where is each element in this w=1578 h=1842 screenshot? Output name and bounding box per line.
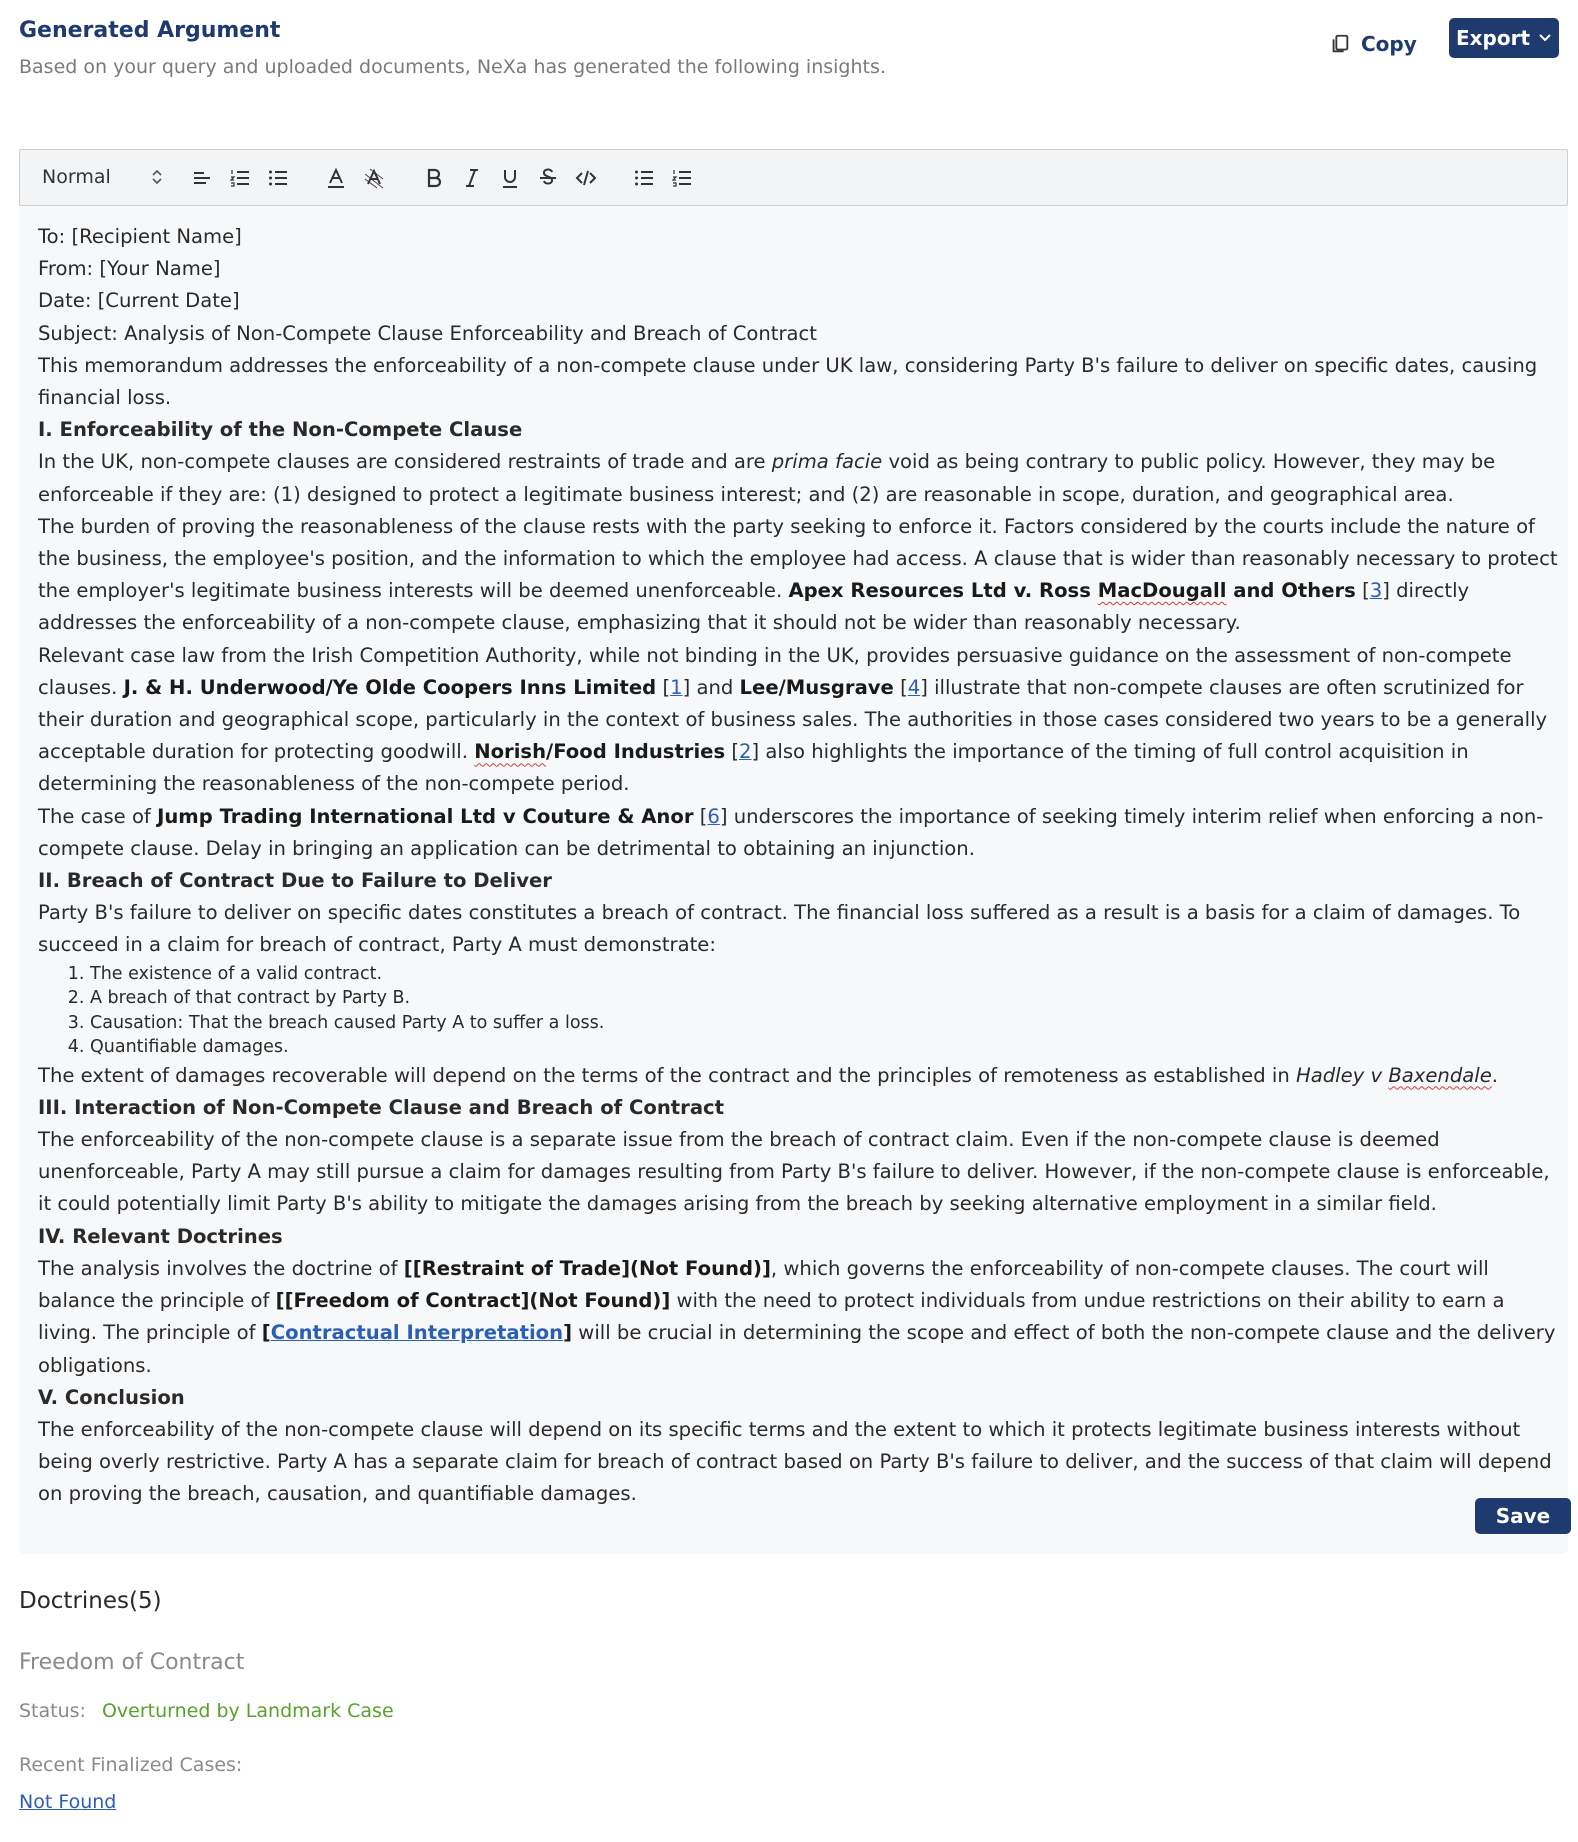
paragraph: Party B's failure to deliver on specific dates constitutes a breach of contract. The financial loss suffered as a result is a basis for a claim of damages. To succeed in a claim for breach of contract, Party A must demonstrate: xyxy=(38,901,1521,957)
section-heading: IV. Relevant Doctrines xyxy=(38,1224,283,1248)
paragraph: Relevant case law from the Irish Competition Authority, while not binding in the UK, provides persuasive guidance on the assessment of non-compete clauses. J. & H. Underwood/Ye Olde Coopers Inns Limited [1] and Lee/Musgrave [4] illustrate that non-compete clauses are often scrutinized for their duration and geographical scope, particularly in the context of business sales. The authorities in those cases considered two years to be a generally acceptable duration for protecting goodwill. Norish/Food Industries [2] also highlights the importance of the timing of full control acquisition in determining the reasonableness of the non-compete period. xyxy=(38,643,1548,796)
ordered-list-button-2[interactable] xyxy=(668,164,696,192)
page-title: Generated Argument xyxy=(19,18,281,43)
export-label: Export xyxy=(1455,26,1531,50)
doctrines-title: Doctrines(5) xyxy=(19,1588,162,1614)
memo-to: To: [Recipient Name] xyxy=(38,225,242,248)
bold-icon xyxy=(422,166,446,190)
copy-button[interactable] xyxy=(1329,24,1417,64)
paragraph: The burden of proving the reasonableness of the clause rests with the party seeking to enforce it. Factors considered by the courts include the nature of the business, the employee's position, and the information to which the employee had access. A clause that is wider than reasonably necessary to protect the employer's legitimate business interests will be deemed unenforceable. Apex Resources Ltd v. Ross MacDougall and Others [3] directly addresses the enforceability of a non-compete clause, emphasizing that it should not be wider than reasonably necessary. xyxy=(38,514,1558,635)
bullet-list-icon xyxy=(632,166,656,190)
doctrine-ref: [[Restraint of Trade](Not Found)] xyxy=(403,1256,771,1280)
list-item: 3. Causation: That the breach caused Party A to suffer a loss. xyxy=(90,1011,1558,1036)
doctrine-status xyxy=(19,1700,394,1722)
chevron-down-icon xyxy=(1538,31,1552,45)
highlight-icon xyxy=(362,166,386,190)
case-name: J. & H. Underwood/Ye Olde Coopers Inns Limited xyxy=(123,675,657,699)
copy-label: Copy xyxy=(1361,32,1417,56)
bullet-list-button-2[interactable] xyxy=(630,164,658,192)
recent-case-link[interactable]: Not Found xyxy=(19,1791,117,1813)
list-item: 1. The existence of a valid contract. xyxy=(90,962,1558,987)
ordered-list-icon xyxy=(670,166,694,190)
rich-text-editor xyxy=(19,149,1568,1554)
format-select-value: Normal xyxy=(42,166,111,188)
citation-link[interactable]: 3 xyxy=(1369,579,1383,603)
case-name: Jump Trading International Ltd v Couture & Anor xyxy=(157,804,694,828)
status-label: Status: xyxy=(19,1700,86,1722)
text-color-icon xyxy=(324,166,348,190)
paragraph: The enforceability of the non-compete clause is a separate issue from the breach of contract claim. Even if the non-compete clause is deemed unenforceable, Party A may still pursue a claim for damages resulting from Party B's failure to deliver. However, if the non-compete clause is enforceable, it could potentially limit Party B's ability to mitigate the damages arising from the breach by seeking alternative employment in a similar field. xyxy=(38,1128,1550,1216)
format-select[interactable] xyxy=(42,162,162,192)
export-button[interactable] xyxy=(1449,18,1559,58)
citation-link[interactable]: 6 xyxy=(707,804,720,828)
header xyxy=(19,18,1559,88)
strikethrough-icon xyxy=(536,166,560,190)
case-name: Lee/Musgrave xyxy=(739,675,894,699)
citation-link[interactable]: 2 xyxy=(739,740,752,764)
bullet-list-icon xyxy=(266,166,290,190)
memo-date: Date: [Current Date] xyxy=(38,289,240,313)
section-heading: II. Breach of Contract Due to Failure to Deliver xyxy=(38,869,552,893)
section-heading: III. Interaction of Non-Compete Clause and Breach of Contract xyxy=(38,1095,725,1119)
memo-from: From: [Your Name] xyxy=(38,257,221,281)
underline-icon xyxy=(498,166,522,190)
paragraph: The extent of damages recoverable will depend on the terms of the contract and the principles of remoteness as established in Hadley v Baxendale. xyxy=(38,1063,1499,1087)
section-heading: I. Enforceability of the Non-Compete Clause xyxy=(38,418,523,442)
section-heading: V. Conclusion xyxy=(38,1385,185,1409)
align-left-icon xyxy=(190,166,214,190)
list-item: 2. A breach of that contract by Party B. xyxy=(90,986,1558,1011)
citation-link[interactable]: 1 xyxy=(670,675,683,699)
editor-toolbar xyxy=(19,149,1568,206)
paragraph: The analysis involves the doctrine of [[Restraint of Trade](Not Found)], which governs the enforceability of non-compete clauses. The court will balance the principle of [[Freedom of Contract](Not Found)] with the need to protect individuals from undue restrictions on their ability to earn a living. The principle of [Contractual Interpretation] will be crucial in determining the scope and effect of both the non-compete clause and the delivery obligations. xyxy=(38,1256,1556,1377)
underline-button[interactable] xyxy=(496,164,524,192)
paragraph: The case of Jump Trading International Ltd v Couture & Anor [6] underscores the importance of seeking timely interim relief when enforcing a non-compete clause. Delay in bringing an application can be detrimental to obtaining an injunction. xyxy=(38,804,1544,860)
memo-content[interactable] xyxy=(38,221,1558,1511)
ordered-list-icon xyxy=(228,166,252,190)
requirements-list xyxy=(38,962,1558,1060)
doctrine-link[interactable]: Contractual Interpretation xyxy=(270,1321,564,1345)
strikethrough-button[interactable] xyxy=(534,164,562,192)
copy-icon xyxy=(1329,33,1351,55)
bullet-list-button[interactable] xyxy=(264,164,292,192)
italic-button[interactable] xyxy=(458,164,486,192)
memo-subject: Subject: Analysis of Non-Compete Clause Enforceability and Breach of Contract xyxy=(38,321,817,345)
status-badge: Overturned by Landmark Case xyxy=(101,1700,394,1722)
list-item: 4. Quantifiable damages. xyxy=(90,1035,1558,1060)
page-subtitle: Based on your query and uploaded documents, NeXa has generated the following insights. xyxy=(19,56,886,78)
italic-icon xyxy=(460,166,484,190)
recent-cases-label: Recent Finalized Cases: xyxy=(19,1754,243,1776)
paragraph: In the UK, non-compete clauses are considered restraints of trade and are prima facie void as being contrary to public policy. However, they may be enforceable if they are: (1) designed to protect a legitimate business interest; and (2) are reasonable in scope, duration, and geographical area. xyxy=(38,450,1496,506)
text-color-button[interactable] xyxy=(322,164,350,192)
memo-intro: This memorandum addresses the enforceability of a non-compete clause under UK law, considering Party B's failure to deliver on specific dates, causing financial loss. xyxy=(38,353,1538,410)
code-button[interactable] xyxy=(572,164,600,192)
case-name: Apex Resources Ltd v. Ross MacDougall and Others xyxy=(788,579,1356,603)
background-color-button[interactable] xyxy=(360,164,388,192)
code-icon xyxy=(574,166,598,190)
ordered-list-button[interactable] xyxy=(226,164,254,192)
save-button[interactable]: Save xyxy=(1475,1498,1571,1534)
align-button[interactable] xyxy=(188,164,216,192)
citation-link[interactable]: 4 xyxy=(907,675,921,699)
case-name: Norish/Food Industries xyxy=(474,740,726,764)
doctrine-ref: [[Freedom of Contract](Not Found)] xyxy=(275,1289,671,1313)
select-arrows-icon xyxy=(152,169,162,185)
doctrine-name: Freedom of Contract xyxy=(19,1650,245,1675)
paragraph: The enforceability of the non-compete clause will depend on its specific terms and the extent to which it protects legitimate business interests without being overly restrictive. Party A has a separate claim for breach of contract based on Party B's failure to deliver, and the success of that claim will depend on proving the breach, causation, and quantifiable damages. xyxy=(38,1417,1552,1506)
bold-button[interactable] xyxy=(420,164,448,192)
